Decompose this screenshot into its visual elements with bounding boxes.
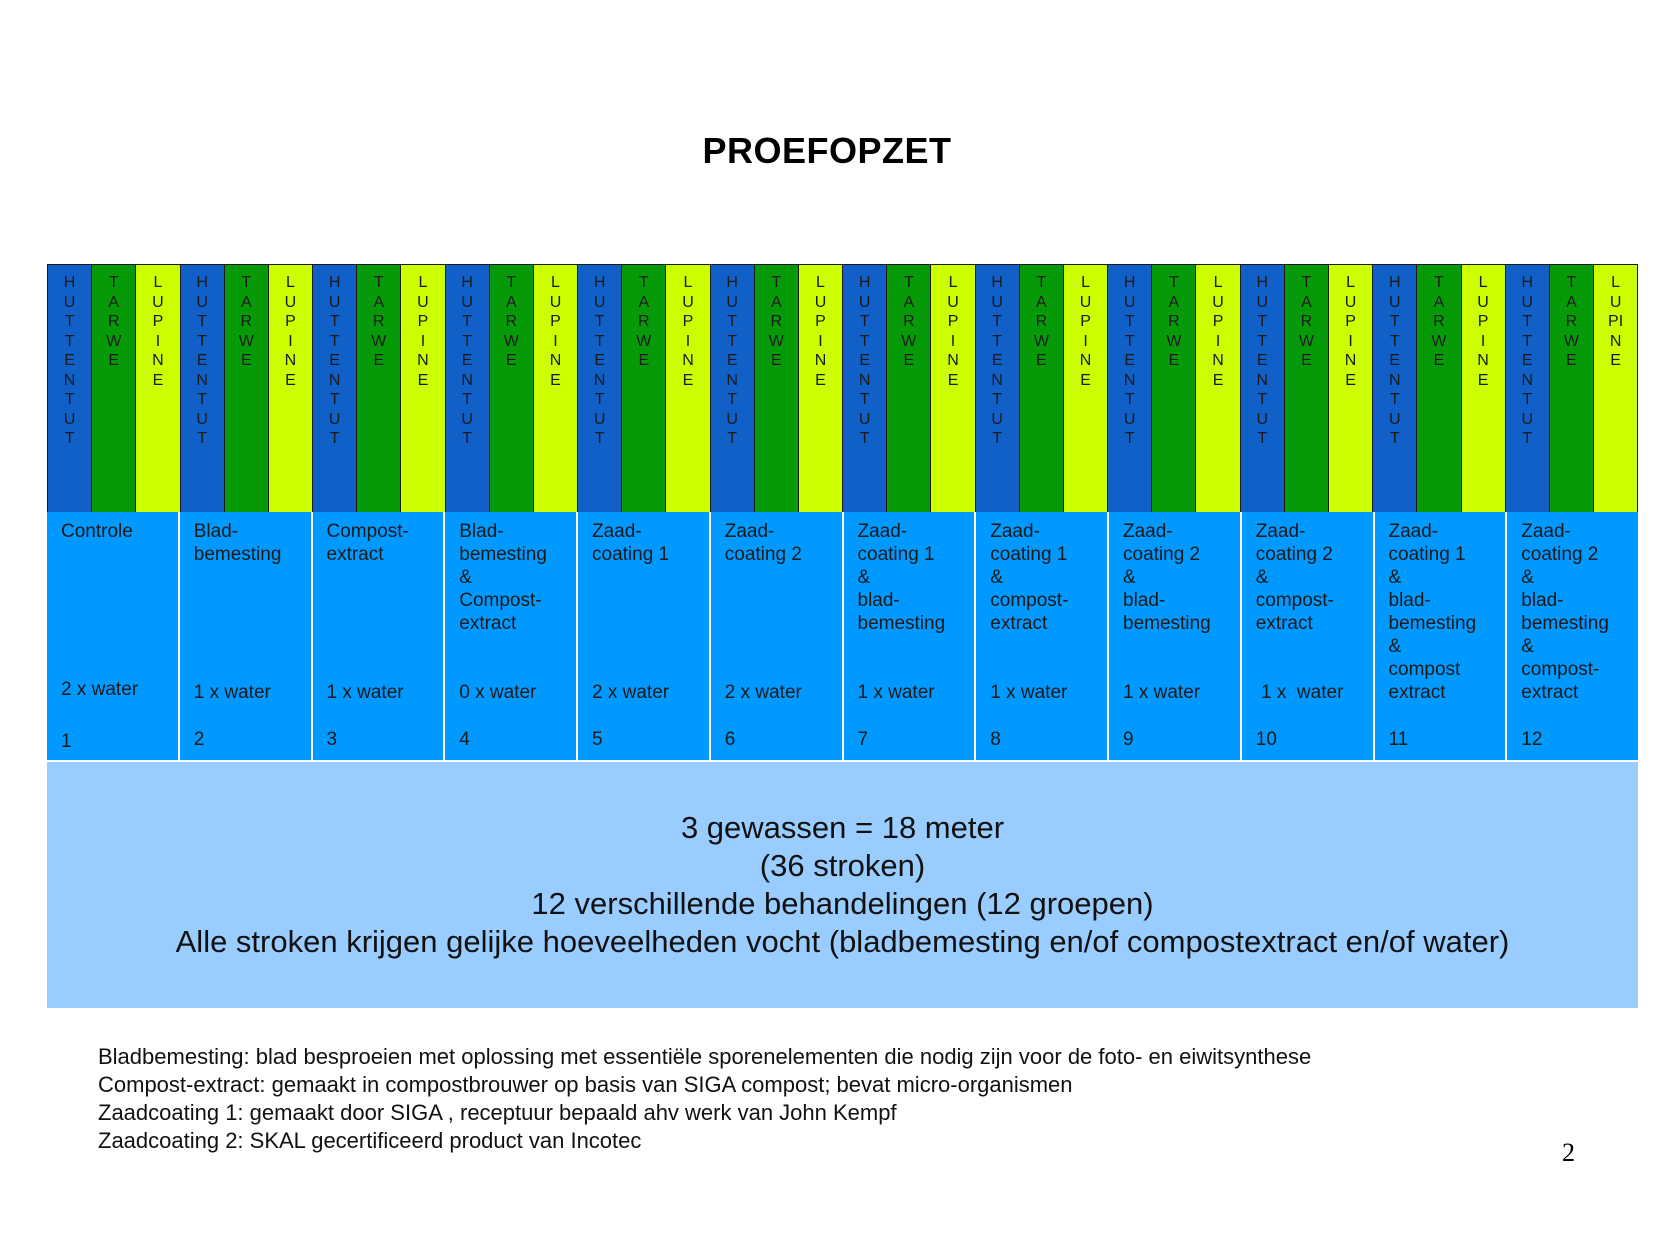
strip-label: L U P I N E [1079,274,1092,389]
strip-label: L U P I N E [947,274,959,389]
treatment-groups-row [47,512,1638,760]
strip-huttentut-group-12 [1506,265,1550,513]
treatment-label: Zaad- coating 2 & compost- extract [1255,521,1334,634]
group-number: 9 [1123,729,1134,750]
strip-label: L U P I N E [1344,274,1357,389]
strip-tarwe-group-5 [622,265,666,513]
water-amount: 1 x water [193,682,271,703]
slide-title: PROEFOPZET [702,130,952,171]
strip-tarwe-group-11 [1417,265,1461,513]
footnotes [98,1043,1311,1155]
treatment-label: Zaad- coating 2 & blad- bemesting & compost- extract [1521,521,1609,703]
water-amount: 2 x water [61,679,139,700]
strip-label: H U T T E N T U T [461,274,473,447]
strip-tarwe-group-4 [490,265,534,513]
footnote-zaadcoating-2: Zaadcoating 2: SKAL gecertificeerd product van Incotec [98,1128,642,1153]
treatment-group-5 [578,512,711,760]
treatment-label: Zaad- coating 1 [592,521,670,565]
strip-label: T A R W E [1298,274,1314,369]
strip-label: L U P I N E [682,274,694,389]
treatment-group-8 [976,512,1109,760]
strip-label: H U T T E N T U T [1123,274,1136,447]
strip-label: T A R W E [371,274,387,369]
strip-lupine-group-5 [666,265,710,513]
strip-label: T A R W E [1563,274,1579,369]
water-amount: 2 x water [724,682,802,703]
strip-label: H U T T E N T U T [196,274,208,447]
treatment-group-9 [1109,512,1242,760]
strip-label: H U T T E N T U T [991,274,1003,447]
group-number: 6 [724,729,736,750]
strip-label: T A R W E [503,274,519,369]
summary-line-4: Alle stroken krijgen gelijke hoeveelheden vocht (bladbemesting en/of compostextract en/of water) [175,924,1510,959]
footnote-zaadcoating-1: Zaadcoating 1: gemaakt door SIGA , receptuur bepaald ahv werk van John Kempf [98,1100,897,1125]
strip-huttentut-group-10 [1241,265,1285,513]
strip-lupine-group-6 [799,265,843,513]
strip-lupine-group-11 [1462,265,1506,513]
strip-tarwe-group-1 [92,265,136,513]
strip-label: L U PI N E [1608,274,1624,369]
treatment-group-10 [1242,512,1375,760]
group-number: 1 [61,731,72,752]
strip-huttentut-group-7 [843,265,887,513]
strip-lupine-group-2 [269,265,313,513]
strip-label: H U T T E N T U T [858,274,871,447]
strip-huttentut-group-6 [711,265,755,513]
water-amount: 1 x water [857,682,935,703]
treatment-label: Zaad- coating 2 [724,521,802,565]
treatment-label: Blad- bemesting & Compost- extract [459,521,547,634]
strip-label: L U P I N E [549,274,562,389]
strip-tarwe-group-3 [357,265,401,513]
summary-line-1: 3 gewassen = 18 meter [680,810,1005,845]
strip-label: H U T T E N T U T [1256,274,1268,447]
strip-tarwe-group-12 [1550,265,1594,513]
strip-tarwe-group-8 [1020,265,1064,513]
strip-label: T A R W E [1166,274,1182,369]
treatment-group-4 [445,512,578,760]
strip-huttentut-group-11 [1373,265,1417,513]
strip-huttentut-group-3 [313,265,357,513]
group-number: 8 [990,729,1001,750]
strip-label: T A R W E [768,274,784,369]
treatment-group-3 [313,512,446,760]
summary-line-3: 12 verschillende behandelingen (12 groepen) [531,886,1154,921]
strip-lupine-group-9 [1196,265,1240,513]
treatment-group-7 [844,512,977,760]
strip-lupine-group-3 [401,265,445,513]
strip-tarwe-group-10 [1285,265,1329,513]
strip-label: T A R W E [238,274,254,369]
water-amount: 0 x water [459,682,537,703]
water-amount: 1 x water [326,682,404,703]
strip-tarwe-group-6 [755,265,799,513]
footnote-bladbemesting: Bladbemesting: blad besproeien met oplossing met essentiële sporenelementen die nodig zijn voor de foto- en eiwitsynthese [98,1044,1312,1069]
strip-label: H U T T E N T U T [1521,274,1534,447]
treatment-label: Zaad- coating 1 & compost- extract [990,521,1069,634]
strip-huttentut-group-8 [976,265,1020,513]
footnote-compost-extract: Compost-extract: gemaakt in compostbrouwer op basis van SIGA compost; bevat micro-organismen [98,1072,1073,1097]
strip-label: T A R W E [636,274,652,369]
treatment-label: Zaad- coating 1 & blad- bemesting [857,521,946,634]
treatment-label: Zaad- coating 1 & blad- bemesting & compost extract [1388,521,1477,703]
treatment-label: Blad- bemesting [193,521,282,565]
strip-huttentut-group-5 [578,265,622,513]
group-number: 2 [193,729,205,750]
strip-lupine-group-10 [1329,265,1373,513]
strip-lupine-group-12 [1594,265,1638,513]
group-number: 10 [1255,729,1277,750]
strip-label: T A R W E [106,274,122,369]
summary-line-2: (36 stroken) [759,848,926,883]
strip-label: H U T T E N T U T [1388,274,1401,447]
strip-label: H U T T E N T U T [726,274,738,447]
treatment-group-2 [180,512,313,760]
group-number: 4 [459,729,470,750]
strip-label: T A R W E [1033,274,1049,369]
strip-label: L U P I N E [152,274,164,389]
strip-huttentut-group-9 [1108,265,1152,513]
strip-label: T A R W E [901,274,917,369]
strip-lupine-group-1 [136,265,180,513]
strip-label: L U P I N E [417,274,429,389]
water-amount: 1 x water [1255,682,1344,703]
strip-label: L U P I N E [814,274,827,389]
strip-label: H U T T E N T U T [328,274,341,447]
treatment-label: Controle [61,521,133,542]
page-number: 2 [1562,1138,1575,1167]
strip-lupine-group-8 [1064,265,1108,513]
group-number: 3 [326,729,338,750]
strip-tarwe-group-2 [225,265,269,513]
water-amount: 1 x water [990,682,1068,703]
strip-lupine-group-7 [931,265,975,513]
strip-huttentut-group-4 [446,265,490,513]
water-amount: 2 x water [592,682,670,703]
treatment-label: Compost- extract [326,521,409,565]
strip-label: L U P I N E [284,274,297,389]
group-number: 7 [857,729,869,750]
group-number: 12 [1521,729,1543,750]
strip-lupine-group-4 [534,265,578,513]
strip-huttentut-group-1 [48,265,92,513]
group-number: 5 [592,729,603,750]
strip-label: L U P I N E [1212,274,1224,389]
water-amount: 1 x water [1123,682,1201,703]
treatment-group-1 [47,512,180,760]
strip-label: H U T T E N T U T [593,274,606,447]
crop-strips-row [47,264,1638,513]
strip-label: T A R W E [1431,274,1447,369]
treatment-label: Zaad- coating 2 & blad- bemesting [1123,521,1211,634]
group-number: 11 [1388,729,1409,750]
treatment-group-11 [1375,512,1508,760]
strip-label: H U T T E N T U T [63,274,76,447]
summary-box [47,762,1638,1008]
strip-huttentut-group-2 [181,265,225,513]
strip-label: L U P I N E [1477,274,1489,389]
strip-tarwe-group-9 [1152,265,1196,513]
treatment-group-6 [711,512,844,760]
strip-tarwe-group-7 [887,265,931,513]
treatment-group-12 [1507,512,1638,760]
